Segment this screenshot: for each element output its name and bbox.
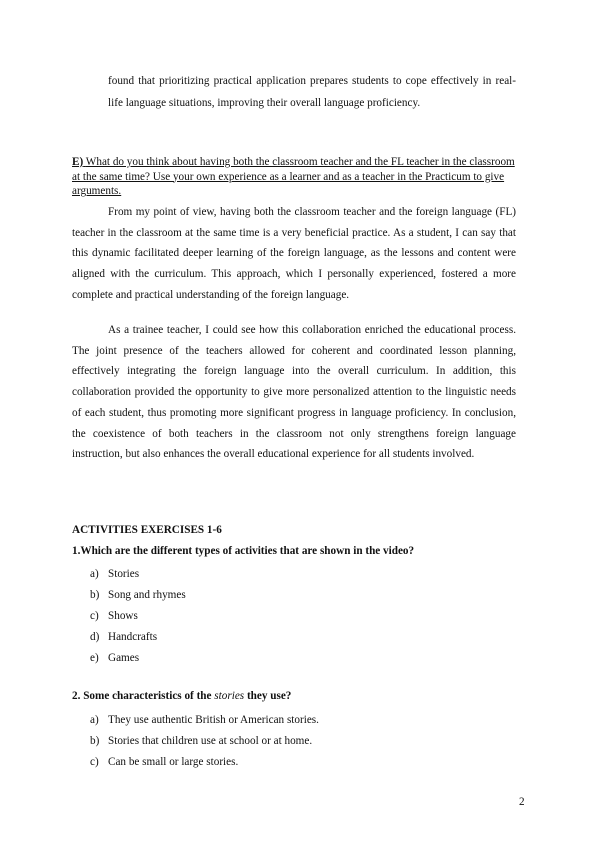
question-e-text: What do you think about having both the classroom teacher and the FL teacher in the classroom at the same time? Use your own experience as a learner and as a teacher in the Practicum to give arguments. [72,156,515,197]
page-number: 2 [519,796,525,808]
question-1: 1.Which are the different types of activities that are shown in the video? [72,545,415,557]
question-e [72,155,516,199]
intro-paragraph: found that prioritizing practical application prepares students to cope effectively in real-life language situations, improving their overall language proficiency. [108,75,516,109]
answer-paragraph-1: From my point of view, having both the classroom teacher and the foreign language (FL) teacher in the classroom at the same time is a very beneficial practice. As a student, I can say that this dynamic facilitated deeper learning of the foreign language, as the lessons and content were aligned with the curriculum. This approach, which I personally experienced, fostered a more complete and practical understanding of the foreign language. [72,206,516,301]
question-2-prefix: 2. Some characteristics of the [72,690,215,702]
list-marker: d) [90,631,100,643]
question-2-suffix: they use? [244,690,292,702]
activities-heading: ACTIVITIES EXERCISES 1-6 [72,524,222,536]
list-item-text: Stories that children use at school or at home. [108,735,313,747]
list-item-text: Handcrafts [108,631,158,643]
list-marker: c) [90,610,99,622]
list-marker: a) [90,568,99,580]
list-item-text: Can be small or large stories. [108,756,239,768]
list-item-text: Song and rhymes [108,589,186,601]
list-marker: c) [90,756,99,768]
question-e-label: E) [72,156,84,168]
question-2 [72,690,291,702]
list-marker: b) [90,589,100,601]
answer-paragraph-2: As a trainee teacher, I could see how this collaboration enriched the educational process. The joint presence of the teachers allowed for coherent and coordinated lesson planning, effectively integrating the foreign language into the overall curriculum. In addition, this collaboration provided the opportunity to give more personalized attention to the linguistic needs of each student, thus promoting more significant progress in language proficiency. In conclusion, the coexistence of both teachers in the classroom not only strengthens foreign language instruction, but also enhances the overall educational experience for all students involved. [72,324,516,461]
question-2-emphasis: stories [214,690,245,702]
list-item-text: Stories [108,568,140,580]
list-item-text: Games [108,652,140,664]
list-marker: e) [90,652,99,664]
list-item-text: They use authentic British or American stories. [108,714,319,726]
list-marker: a) [90,714,99,726]
list-item-text: Shows [108,610,138,622]
list-marker: b) [90,735,100,747]
